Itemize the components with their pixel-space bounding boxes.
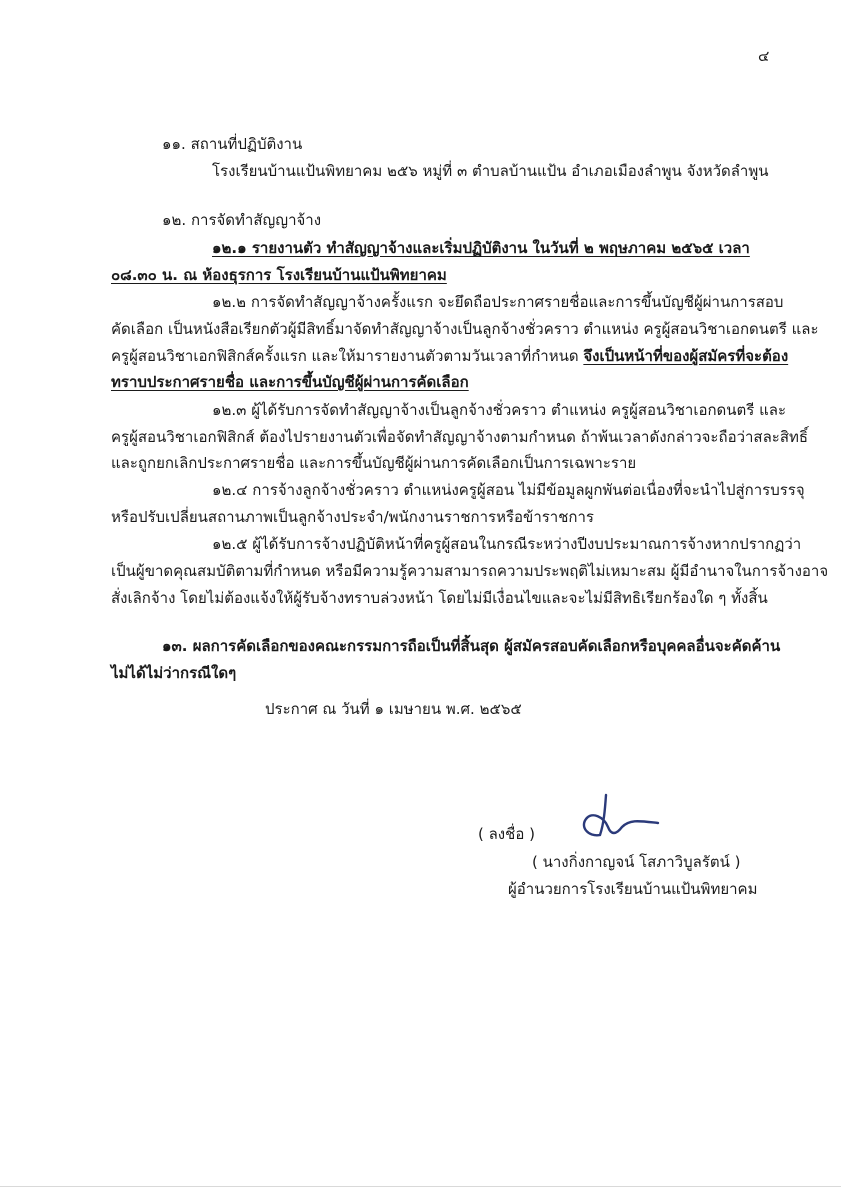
section-12-2-line-3-text: ครูผู้สอนวิชาเอกฟิสิกส์ครั้งแรก และให้มารายงานตัวตามวันเวลาที่กำหนด: [111, 347, 584, 365]
signature-label: ( ลงชื่อ ): [478, 825, 535, 843]
section-12-1-line-1: ๑๒.๑ รายงานตัว ทำสัญญาจ้างและเริ่มปฏิบัติงาน ในวันที่ ๒ พฤษภาคม ๒๕๖๕ เวลา: [212, 239, 750, 257]
section-12-1-line-2: ๐๘.๓๐ น. ณ ห้องธุรการ โรงเรียนบ้านแป้นพิทยาคม: [111, 266, 447, 284]
signature-mark: [578, 783, 688, 843]
section-12-5-line-3: สั่งเลิกจ้าง โดยไม่ต้องแจ้งให้ผู้รับจ้างทราบล่วงหน้า โดยไม่มีเงื่อนไขและจะไม่มีสิทธิเรียกร้องใด ๆ ทั้งสิ้น: [111, 589, 768, 607]
section-12-4-line-1: ๑๒.๔ การจ้างลูกจ้างชั่วคราว ตำแหน่งครูผู้สอน ไม่มีข้อมูลผูกพันต่อเนื่องที่จะนำไปสู่การบรรจุ: [212, 481, 805, 499]
page-number: ๔: [758, 47, 770, 65]
section-12-5-line-2: เป็นผู้ขาดคุณสมบัติตามที่กำหนด หรือมีความรู้ความสามารถความประพฤติไม่เหมาะสม ผู้มีอำนาจในการจ้างอาจ: [111, 562, 829, 580]
section-12-heading: ๑๒. การจัดทำสัญญาจ้าง: [162, 211, 322, 229]
section-12-3-line-2: ครูผู้สอนวิชาเอกฟิสิกส์ ต้องไปรายงานตัวเพื่อจัดทำสัญญาจ้างตามกำหนด ถ้าพ้นเวลาดังกล่าวจะถือว่าสละสิทธิ์: [111, 428, 809, 446]
page-bottom-edge: [0, 1186, 841, 1187]
signatory-position: ผู้อำนวยการโรงเรียนบ้านแป้นพิทยาคม: [508, 880, 758, 898]
section-11-text: โรงเรียนบ้านแป้นพิทยาคม ๒๕๖ หมู่ที่ ๓ ตำบลบ้านแป้น อำเภอเมืองลำพูน จังหวัดลำพูน: [212, 162, 769, 180]
section-12-3-line-1: ๑๒.๓ ผู้ได้รับการจัดทำสัญญาจ้างเป็นลูกจ้างชั่วคราว ตำแหน่ง ครูผู้สอนวิชาเอกดนตรี และ: [212, 401, 787, 419]
section-12-2-line-1: ๑๒.๒ การจัดทำสัญญาจ้างครั้งแรก จะยึดถือประกาศรายชื่อและการขึ้นบัญชีผู้ผ่านการสอบ: [212, 293, 784, 311]
section-12-3-line-3: และถูกยกเลิกประกาศรายชื่อ และการขึ้นบัญชีผู้ผ่านการคัดเลือกเป็นการเฉพาะราย: [111, 454, 637, 472]
section-12-5-line-1: ๑๒.๕ ผู้ได้รับการจ้างปฏิบัติหน้าที่ครูผู้สอนในกรณีระหว่างปีงบประมาณการจ้างหากปรากฏว่า: [212, 535, 802, 553]
section-12-2-line-3-emphasis: จึงเป็นหน้าที่ของผู้สมัครที่จะต้อง: [583, 347, 789, 365]
section-12-4-line-2: หรือปรับเปลี่ยนสถานภาพเป็นลูกจ้างประจำ/พนักงานราชการหรือข้าราชการ: [111, 508, 594, 526]
section-12-2-line-4: ทราบประกาศรายชื่อ และการขึ้นบัญชีผู้ผ่านการคัดเลือก: [111, 373, 469, 391]
section-12-2-line-2: คัดเลือก เป็นหนังสือเรียกตัวผู้มีสิทธิ์มาจัดทำสัญญาจ้างเป็นลูกจ้างชั่วคราว ตำแหน่ง ครูผู้สอนวิชาเอกดนตรี และ: [111, 320, 819, 338]
section-11-heading: ๑๑. สถานที่ปฏิบัติงาน: [162, 135, 303, 153]
signatory-name: ( นางกิ่งกาญจน์ โสภาวิบูลรัตน์ ): [532, 853, 741, 871]
section-13-line-2: ไม่ได้ไม่ว่ากรณีใดๆ: [111, 664, 237, 682]
announcement-date: ประกาศ ณ วันที่ ๑ เมษายน พ.ศ. ๒๕๖๕: [265, 700, 522, 718]
section-13-line-1: ๑๓. ผลการคัดเลือกของคณะกรรมการถือเป็นที่สิ้นสุด ผู้สมัครสอบคัดเลือกหรือบุคคลอื่นจะคัดค้าน: [162, 637, 781, 655]
section-12-2-line-3: [111, 349, 788, 364]
